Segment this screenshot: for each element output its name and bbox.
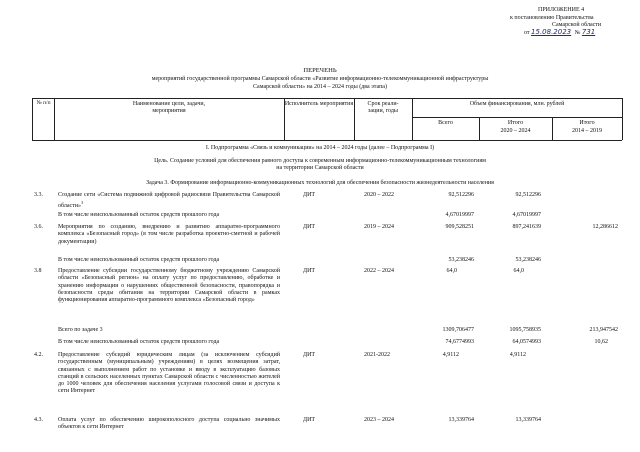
row-label: Всего по задаче 3 xyxy=(58,327,103,333)
appendix-line2: Самарской области xyxy=(552,22,602,28)
header-sub1-line2: 2020 – 2024 xyxy=(500,128,531,134)
row-2020-2024: 897,241639 xyxy=(512,224,541,230)
row-2014-2019: 213,947542 xyxy=(589,327,618,333)
row-total: 64,0 xyxy=(446,268,457,274)
date-prefix: от xyxy=(524,30,530,36)
header-sub2-line1: Итого xyxy=(579,120,595,126)
row-name: Оплата услуг по обеспечению широкополосного доступа социально значимых объектов к сети Интернет xyxy=(58,417,280,431)
goal-line1: Цель. Создание условий для обеспечения равного доступа к современным информационно-телекоммуникационным технологиям xyxy=(154,158,486,164)
row-num: 4.2. xyxy=(34,352,43,358)
row-name: Предоставление субсидии государственному бюджетному учреждению Самарской области «Безопасный регион» на оплату услуг по предоставлению, обработке и хранению информации о нарушениях общественной безопасности, правопорядка и безопасности среды обитания на территории Самарской области в рамках функционирования аппаратно-программного комплекса «Безопасный город» xyxy=(58,268,280,304)
header-num: № п/п xyxy=(36,100,51,106)
doc-heading: ПЕРЕЧЕНЬ xyxy=(303,67,337,74)
header-name-line1: Наименование цели, задачи, xyxy=(132,101,206,107)
header-sub2-line2: 2014 – 2019 xyxy=(572,128,602,134)
row-num: 3.8 xyxy=(34,268,42,274)
header-term-line2: зации, годы xyxy=(368,108,398,114)
row-total: 13,339764 xyxy=(448,417,474,423)
appendix-title: ПРИЛОЖЕНИЕ 4 xyxy=(538,7,585,13)
row-term: 2020 – 2022 xyxy=(364,192,394,198)
footnote-mark: 3 xyxy=(81,200,84,206)
header-funding: Объем финансирования, млн. рублей xyxy=(469,101,565,107)
row-num: 4.3. xyxy=(34,417,43,423)
doc-title-line2: Самарской области» на 2014 – 2024 годы (два этапа) xyxy=(253,84,387,90)
row-2020-2024: 64,0574993 xyxy=(512,339,541,345)
row-2020-2024: 92,512296 xyxy=(515,192,541,198)
header-executor: Исполнитель мероприятия xyxy=(284,101,354,107)
row-label: В том числе неиспользованный остаток средств прошлого года xyxy=(58,212,220,218)
row-term: 2019 – 2024 xyxy=(364,224,394,230)
row-2020-2024: 1095,758935 xyxy=(509,327,541,333)
number-prefix: № xyxy=(574,30,581,36)
task3-heading: Задача 3. Формирование информационно-коммуникационных технологий для обеспечения безопасности жизнедеятельности населения xyxy=(146,180,494,186)
handwritten-number: 731 xyxy=(581,28,596,36)
row-term: 2023 – 2024 xyxy=(364,417,394,423)
row-2020-2024: 13,339764 xyxy=(515,417,541,423)
row-name: Предоставление субсидий юридическим лицам (за исключением субсидий государственным (муниципальным) учреждениям) в целях возмещения затрат, связанных с выполнением работ по установке и вводу в эксплуатацию базовых станций в сельских населенных пунктах Самарской области с численностью жителей до 1000 человек для обеспечения населения услугами голосовой связи и доступа к сети Интернет xyxy=(58,352,280,395)
doc-title-line1: мероприятий государственной программы Самарской области «Развитие информационно-телекоммуникационной инфраструктуры xyxy=(151,76,489,82)
row-name: Создание сети «Система подвижной цифровой радиосвязи Правительства Самарской области»$^3$ xyxy=(58,192,280,210)
header-term-line1: Срок реали- xyxy=(367,101,399,107)
handwritten-date: 15.08.2023 xyxy=(531,28,572,36)
row-2020-2024: 64,0 xyxy=(513,268,524,274)
row-total: 4,9112 xyxy=(442,352,459,358)
row-total: 74,6774993 xyxy=(445,339,474,345)
row-executor: ДИТ xyxy=(303,268,316,274)
row-executor: ДИТ xyxy=(303,192,316,198)
row-name: Мероприятия по созданию, внедрению и развитию аппаратно-программного комплекса «Безопасный город» (в том числе разработка проектно-сметной и рабочей документации) xyxy=(58,224,280,245)
subprogram-heading: I. Подпрограмма «Связь и коммуникации» на 2014 – 2024 годы (далее – Подпрограмма I) xyxy=(205,145,435,151)
row-executor: ДИТ xyxy=(303,224,316,230)
row-2020-2024: 53,238246 xyxy=(515,257,541,263)
row-executor: ДИТ xyxy=(303,417,316,423)
row-2020-2024: 4,9112 xyxy=(509,352,526,358)
appendix-line1: к постановлению Правительства xyxy=(510,15,594,21)
goal-line2: на территории Самарской области xyxy=(276,165,364,171)
appendix-date-line xyxy=(524,29,595,37)
row-total: 53,238246 xyxy=(448,257,474,263)
row-label: В том числе неиспользованный остаток средств прошлого года xyxy=(58,339,220,345)
header-total: Всего xyxy=(438,120,453,126)
row-total: 4,67019997 xyxy=(445,212,474,218)
row-executor: ДИТ xyxy=(303,352,316,358)
row-term: 2021-2022 xyxy=(364,352,390,358)
row-num: 3.3. xyxy=(34,192,43,198)
row-total: 909,528251 xyxy=(445,224,474,230)
row-term: 2022 – 2024 xyxy=(364,268,394,274)
row-total: 92,512296 xyxy=(448,192,474,198)
row-total: 1309,706477 xyxy=(442,327,474,333)
row-label: В том числе неиспользованный остаток средств прошлого года xyxy=(58,257,220,263)
header-name-line2: мероприятия xyxy=(152,108,186,114)
row-2014-2019: 12,286612 xyxy=(592,224,618,230)
row-2020-2024: 4,67019997 xyxy=(512,212,541,218)
row-num: 3.6. xyxy=(34,224,43,230)
header-sub1-line1: Итого xyxy=(507,120,524,126)
row-2014-2019: 10,62 xyxy=(594,339,608,345)
